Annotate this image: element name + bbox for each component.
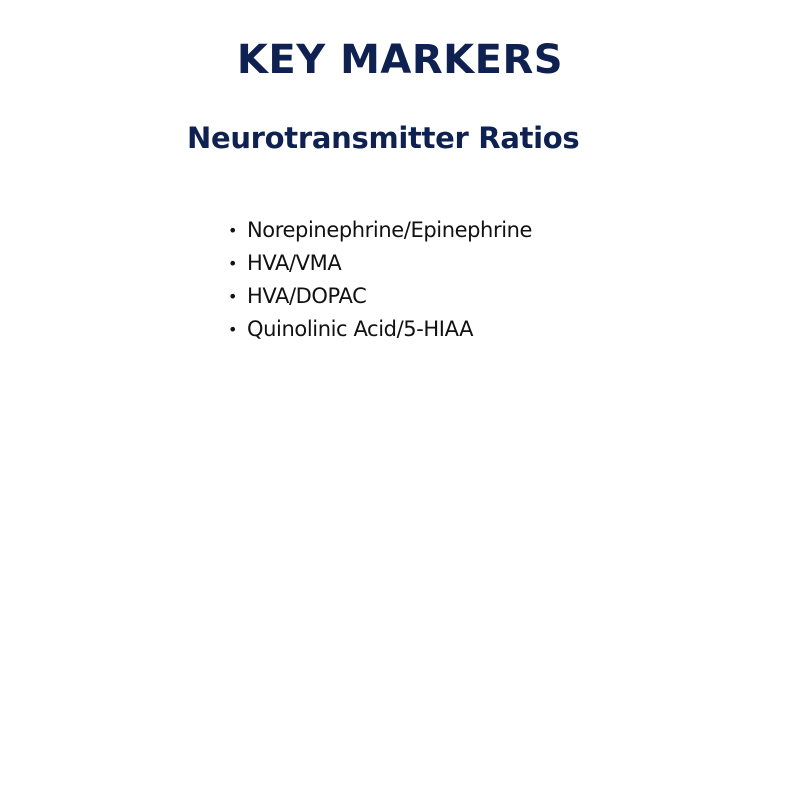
- bullet-icon: •: [228, 221, 238, 240]
- page-title: KEY MARKERS: [236, 37, 564, 83]
- list-item: [228, 247, 532, 280]
- bullet-icon: •: [228, 287, 238, 306]
- list-item-label: HVA/VMA: [247, 251, 342, 275]
- list-item-label: Norepinephrine/Epinephrine: [247, 218, 533, 242]
- list-item-label: Quinolinic Acid/5-HIAA: [247, 317, 474, 341]
- list-item: [228, 313, 532, 346]
- bullet-icon: •: [228, 254, 238, 273]
- list-item: [228, 214, 532, 247]
- bullet-icon: •: [228, 320, 238, 339]
- list-item-label: HVA/DOPAC: [247, 284, 367, 308]
- list-item: [228, 280, 532, 313]
- marker-list: [228, 214, 532, 346]
- section-heading: Neurotransmitter Ratios: [187, 121, 580, 155]
